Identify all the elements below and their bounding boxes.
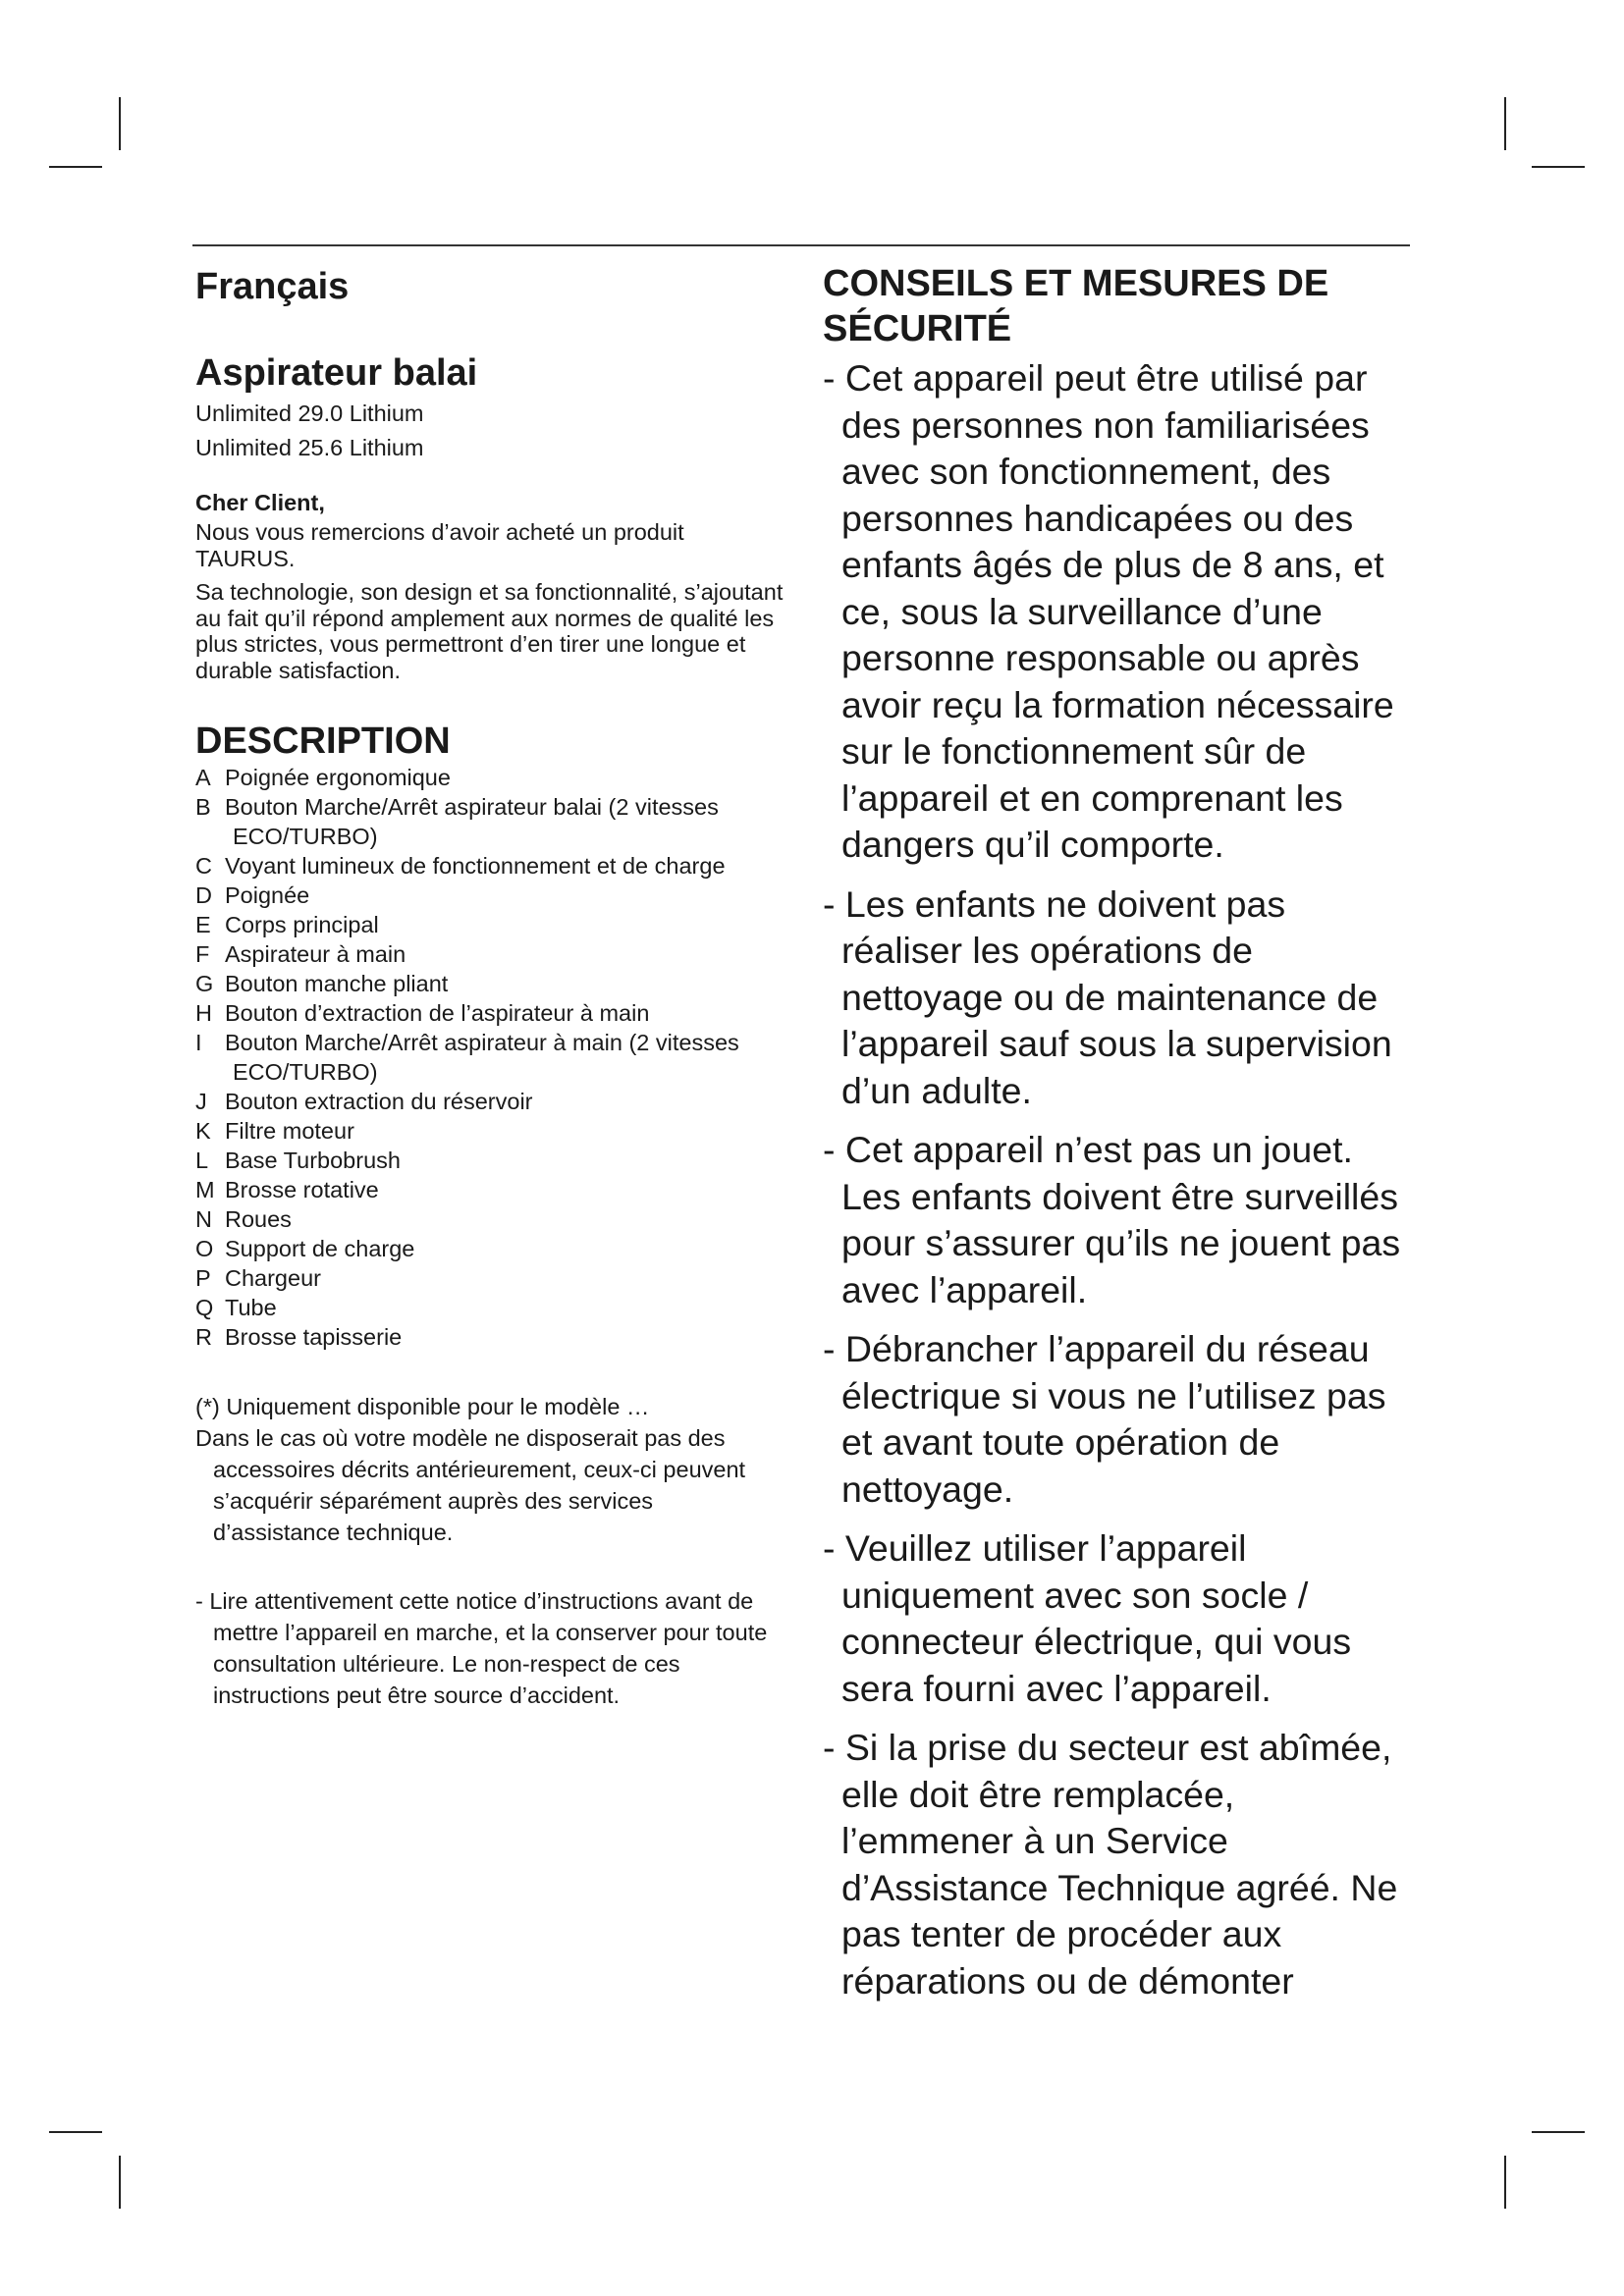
crop-mark-bottom-left-vertical	[119, 2156, 121, 2209]
description-item-letter: N	[195, 1206, 212, 1232]
language-title: Français	[195, 266, 350, 307]
description-item-text: Roues	[225, 1206, 292, 1232]
description-item-letter: M	[195, 1177, 215, 1202]
description-item-text: Support de charge	[225, 1236, 415, 1261]
crop-mark-bottom-left-horizontal	[49, 2131, 102, 2133]
description-item-text: Tube	[225, 1295, 277, 1320]
description-item	[195, 969, 785, 998]
greeting: Cher Client,	[195, 490, 325, 515]
description-item-text: Bouton d’extraction de l’aspirateur à main	[225, 1000, 650, 1026]
description-item	[195, 1087, 785, 1116]
description-item-text: Aspirateur à main	[225, 941, 406, 967]
left-column	[195, 261, 785, 1711]
description-item-text: Bouton Marche/Arrêt aspirateur balai (2 vitesses ECO/TURBO)	[225, 794, 719, 849]
description-item-letter: R	[195, 1324, 212, 1350]
product-title: Aspirateur balai	[195, 352, 478, 394]
description-item-letter: D	[195, 882, 212, 908]
description-item-text: Bouton extraction du réservoir	[225, 1089, 533, 1114]
description-item	[195, 1028, 785, 1087]
description-title: DESCRIPTION	[195, 721, 451, 762]
description-item	[195, 1116, 785, 1146]
description-item-text: Poignée ergonomique	[225, 765, 451, 790]
intro-paragraph: Nous vous remercions d’avoir acheté un produit TAURUS.	[195, 519, 684, 571]
description-item-letter: O	[195, 1236, 214, 1261]
description-item-text: Base Turbobrush	[225, 1148, 401, 1173]
safety-title: CONSEILS ET MESURES DE SÉCURITÉ	[823, 263, 1329, 349]
description-item-text: Chargeur	[225, 1265, 321, 1291]
description-item	[195, 998, 785, 1028]
description-item-letter: Q	[195, 1295, 214, 1320]
description-item-letter: G	[195, 971, 214, 996]
accessories-note: Dans le cas où votre modèle ne disposerait pas des accessoires décrits antérieurement, ceux-ci peuvent s’acquérir séparément auprès des services d’assistance technique.	[195, 1425, 746, 1545]
description-item-letter: I	[195, 1030, 202, 1055]
description-item-letter: E	[195, 912, 211, 937]
description-item-letter: H	[195, 1000, 212, 1026]
description-item-letter: A	[195, 765, 211, 790]
description-item-text: Brosse tapisserie	[225, 1324, 403, 1350]
safety-item: - Débrancher l’appareil du réseau électrique si vous ne l’utilisez pas et avant toute opération de nettoyage.	[823, 1328, 1386, 1510]
description-item	[195, 910, 785, 939]
description-item-text: Poignée	[225, 882, 310, 908]
safety-item: - Veuillez utiliser l’appareil uniquement avec son socle / connecteur électrique, qui vous sera fourni avec l’appareil.	[823, 1527, 1352, 1709]
crop-mark-top-right-vertical	[1504, 97, 1506, 150]
description-item	[195, 1263, 785, 1293]
description-item-text: Bouton manche pliant	[225, 971, 449, 996]
header-rule	[192, 244, 1410, 246]
description-item	[195, 939, 785, 969]
description-item-letter: K	[195, 1118, 211, 1144]
description-item	[195, 1234, 785, 1263]
description-item	[195, 792, 785, 851]
description-item-letter: J	[195, 1089, 207, 1114]
description-item	[195, 881, 785, 910]
safety-item: - Si la prise du secteur est abîmée, elle doit être remplacée, l’emmener à un Service d’Assistance Technique agréé. Ne pas tenter de procéder aux réparations ou de démonter	[823, 1727, 1398, 2002]
description-item	[195, 1293, 785, 1322]
crop-mark-bottom-right-horizontal	[1532, 2131, 1585, 2133]
model-name: Unlimited 25.6 Lithium	[195, 435, 424, 460]
description-item-text: Filtre moteur	[225, 1118, 354, 1144]
crop-mark-top-left-vertical	[119, 97, 121, 150]
model-name: Unlimited 29.0 Lithium	[195, 400, 424, 426]
description-item-text: Bouton Marche/Arrêt aspirateur à main (2 vitesses ECO/TURBO)	[225, 1030, 739, 1085]
description-item-letter: B	[195, 794, 211, 820]
description-item-text: Voyant lumineux de fonctionnement et de charge	[225, 853, 726, 879]
description-item	[195, 851, 785, 881]
description-item-letter: L	[195, 1148, 209, 1173]
description-item-letter: P	[195, 1265, 211, 1291]
crop-mark-bottom-right-vertical	[1504, 2156, 1506, 2209]
right-column	[823, 261, 1412, 2017]
description-item	[195, 1322, 785, 1352]
description-list	[195, 763, 785, 1352]
safety-item: - Cet appareil n’est pas un jouet. Les enfants doivent être surveillés pour s’assurer qu’ils ne jouent pas avec l’appareil.	[823, 1129, 1401, 1310]
intro-paragraph: Sa technologie, son design et sa fonctionnalité, s’ajoutant au fait qu’il répond amplement aux normes de qualité les plus strictes, vous permettront d’en tirer une longue et durable satisfaction.	[195, 579, 784, 683]
safety-list	[823, 355, 1412, 2004]
description-item	[195, 763, 785, 792]
read-notice: - Lire attentivement cette notice d’instructions avant de mettre l’appareil en marche, et la conserver pour toute consultation ultérieure. Le non-respect de ces instructions peut être source d’accident.	[195, 1588, 768, 1708]
safety-item: - Cet appareil peut être utilisé par des personnes non familiarisées avec son fonctionnement, des personnes handicapées ou des enfants âgés de plus de 8 ans, et ce, sous la surveillance d’une personne responsable ou après avoir reçu la formation nécessaire sur le fonctionnement sûr de l’appareil et en comprenant les dangers qu’il comporte.	[823, 357, 1394, 865]
description-item	[195, 1175, 785, 1204]
crop-mark-top-left-horizontal	[49, 166, 102, 168]
description-item	[195, 1204, 785, 1234]
description-item-text: Brosse rotative	[225, 1177, 379, 1202]
availability-note: (*) Uniquement disponible pour le modèle …	[195, 1394, 650, 1419]
safety-item: - Les enfants ne doivent pas réaliser les opérations de nettoyage ou de maintenance de l’appareil sauf sous la supervision d’un adulte.	[823, 882, 1392, 1111]
description-item	[195, 1146, 785, 1175]
description-item-letter: F	[195, 941, 210, 967]
description-item-text: Corps principal	[225, 912, 379, 937]
crop-mark-top-right-horizontal	[1532, 166, 1585, 168]
description-item-letter: C	[195, 853, 212, 879]
